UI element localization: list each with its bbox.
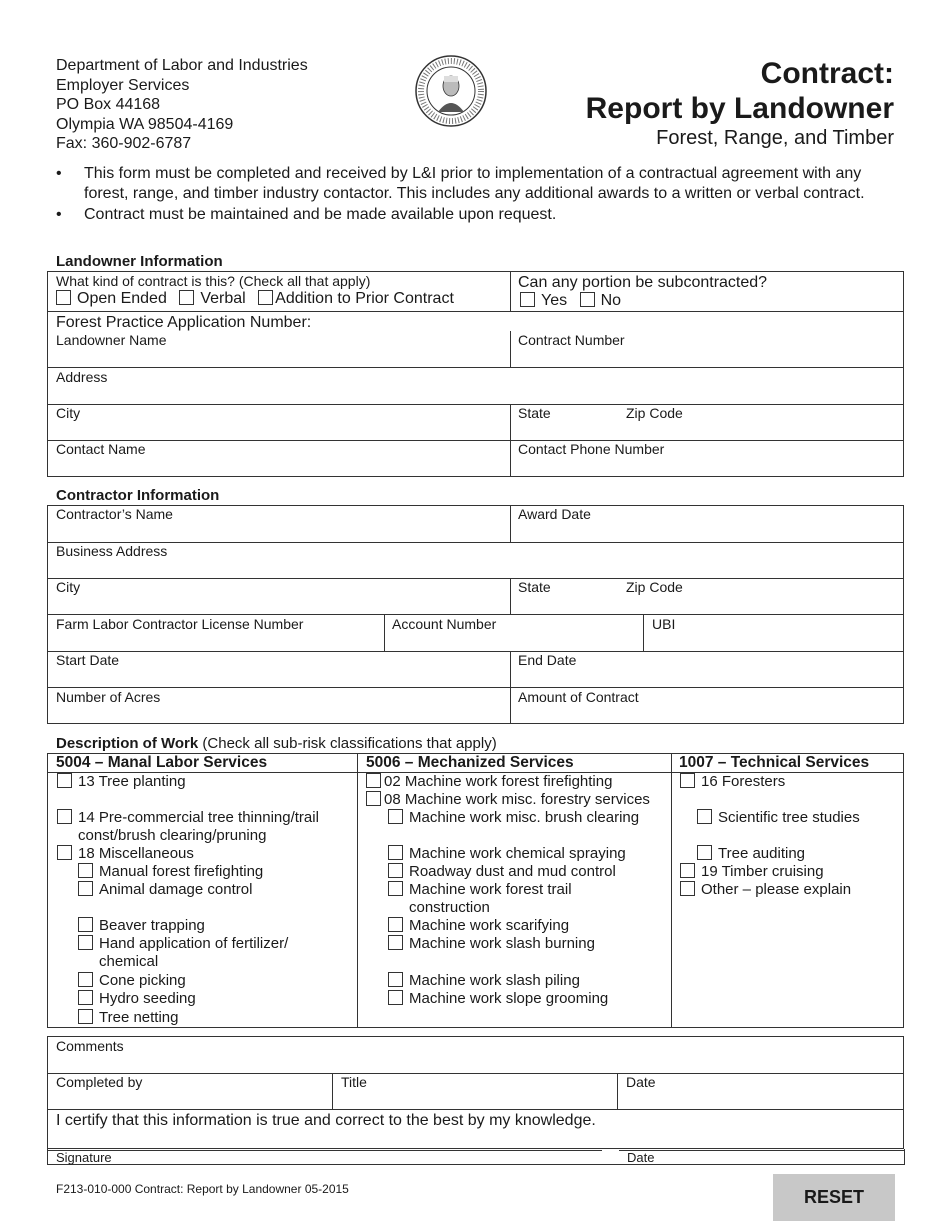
tree-netting-checkbox[interactable] bbox=[78, 1009, 93, 1024]
beaver-trapping-checkbox[interactable] bbox=[78, 917, 93, 932]
landowner-name-label: Landowner Name bbox=[56, 332, 167, 348]
animal-damage-label: Animal damage control bbox=[99, 881, 253, 898]
reset-button[interactable]: RESET bbox=[773, 1174, 895, 1221]
slash-burning-checkbox[interactable] bbox=[388, 935, 403, 950]
subcontract-question: Can any portion be subcontracted? bbox=[518, 274, 768, 291]
verbal-label: Verbal bbox=[200, 290, 246, 307]
work-section-note: (Check all sub-risk classifications that apply) bbox=[198, 735, 497, 752]
state-seal-icon bbox=[414, 54, 488, 128]
manual-firefighting-checkbox[interactable] bbox=[78, 863, 93, 878]
brush-clearing-checkbox[interactable] bbox=[388, 809, 403, 824]
brush-clearing-label: Machine work misc. brush clearing bbox=[409, 809, 640, 826]
fertilizer-checkbox[interactable] bbox=[78, 935, 93, 950]
technical-header: 1007 – Technical Services bbox=[679, 754, 870, 771]
miscellaneous-checkbox[interactable] bbox=[57, 845, 72, 860]
subcontract-no-checkbox[interactable] bbox=[580, 292, 595, 307]
contractor-name-label: Contractor’s Name bbox=[56, 506, 173, 522]
tree-planting-label: 13 Tree planting bbox=[78, 773, 186, 790]
slope-grooming-option bbox=[388, 990, 608, 1008]
slash-piling-label: Machine work slash piling bbox=[409, 972, 580, 989]
amount-label: Amount of Contract bbox=[518, 689, 639, 705]
scientific-studies-checkbox[interactable] bbox=[697, 809, 712, 824]
form-id: F213-010-000 Contract: Report by Landowner 05-2015 bbox=[56, 1182, 349, 1196]
date-label: Date bbox=[626, 1074, 656, 1090]
bullet-icon: • bbox=[56, 165, 62, 182]
contract-kind-options bbox=[56, 290, 454, 308]
chemical-spraying-checkbox[interactable] bbox=[388, 845, 403, 860]
start-date-label: Start Date bbox=[56, 652, 120, 668]
misc-forestry-label: 08 Machine work misc. forestry services bbox=[384, 791, 650, 808]
other-explain-checkbox[interactable] bbox=[680, 881, 695, 896]
animal-damage-option bbox=[78, 881, 252, 899]
landowner-city-label: City bbox=[56, 405, 81, 421]
manual-firefighting-option bbox=[78, 863, 263, 881]
miscellaneous-option bbox=[57, 845, 194, 863]
landowner-state-label: State bbox=[518, 405, 551, 421]
comments-label: Comments bbox=[56, 1038, 124, 1054]
instruction-text: Contract must be maintained and be made available upon request. bbox=[84, 206, 557, 223]
fertilizer-label-cont: chemical bbox=[99, 953, 159, 970]
subcontract-yes-checkbox[interactable] bbox=[520, 292, 535, 307]
instructions-list bbox=[56, 164, 896, 227]
tree-auditing-label: Tree auditing bbox=[718, 845, 805, 862]
trail-construction-label-cont: construction bbox=[409, 899, 490, 916]
miscellaneous-label: 18 Miscellaneous bbox=[78, 845, 194, 862]
trail-construction-checkbox[interactable] bbox=[388, 881, 403, 896]
fertilizer-label: Hand application of fertilizer/ bbox=[99, 935, 289, 952]
foresters-option bbox=[680, 773, 785, 791]
instruction-item bbox=[56, 164, 896, 203]
slash-burning-option bbox=[388, 935, 595, 953]
flc-license-label: Farm Labor Contractor License Number bbox=[56, 616, 304, 632]
machine-firefighting-label: 02 Machine work forest firefighting bbox=[384, 773, 613, 790]
scarifying-checkbox[interactable] bbox=[388, 917, 403, 932]
scientific-studies-label: Scientific tree studies bbox=[718, 809, 860, 826]
hydro-seeding-checkbox[interactable] bbox=[78, 990, 93, 1005]
business-address-label: Business Address bbox=[56, 543, 168, 559]
timber-cruising-label: 19 Timber cruising bbox=[701, 863, 824, 880]
manual-labor-header: 5004 – Manal Labor Services bbox=[56, 754, 268, 771]
address-line: Olympia WA 98504-4169 bbox=[56, 115, 234, 133]
cone-picking-label: Cone picking bbox=[99, 972, 186, 989]
subcontract-options bbox=[520, 292, 621, 310]
subcontract-no-label: No bbox=[600, 292, 622, 309]
cone-picking-option bbox=[78, 972, 186, 990]
instruction-text: This form must be completed and received by L&I prior to implementation of a contractual agreement with any forest, range, and timber industry contactor. This includes any additional awards to a written or verbal contract. bbox=[84, 165, 865, 202]
award-date-label: Award Date bbox=[518, 506, 591, 522]
open-ended-label: Open Ended bbox=[77, 290, 167, 307]
scarifying-option bbox=[388, 917, 569, 935]
misc-forestry-checkbox[interactable] bbox=[366, 791, 381, 806]
signature-label: Signature bbox=[56, 1150, 112, 1165]
contractor-city-label: City bbox=[56, 579, 81, 595]
trail-construction-option bbox=[388, 881, 572, 899]
machine-firefighting-checkbox[interactable] bbox=[366, 773, 381, 788]
form-title bbox=[586, 56, 894, 126]
slope-grooming-checkbox[interactable] bbox=[388, 990, 403, 1005]
beaver-trapping-label: Beaver trapping bbox=[99, 917, 205, 934]
completed-by-label: Completed by bbox=[56, 1074, 143, 1090]
chemical-spraying-option bbox=[388, 845, 626, 863]
timber-cruising-checkbox[interactable] bbox=[680, 863, 695, 878]
open-ended-checkbox[interactable] bbox=[56, 290, 71, 305]
mechanized-header: 5006 – Mechanized Services bbox=[366, 754, 574, 771]
address-line: PO Box 44168 bbox=[56, 96, 161, 113]
beaver-trapping-option bbox=[78, 917, 205, 935]
chemical-spraying-label: Machine work chemical spraying bbox=[409, 845, 626, 862]
tree-auditing-checkbox[interactable] bbox=[697, 845, 712, 860]
address-line: Fax: 360-902-6787 bbox=[56, 135, 192, 152]
other-explain-option bbox=[680, 881, 851, 899]
contact-phone-label: Contact Phone Number bbox=[518, 441, 665, 457]
work-section-title bbox=[56, 735, 497, 752]
contact-name-label: Contact Name bbox=[56, 441, 146, 457]
slope-grooming-label: Machine work slope grooming bbox=[409, 990, 609, 1007]
brush-clearing-option bbox=[388, 809, 639, 827]
foresters-label: 16 Foresters bbox=[701, 773, 786, 790]
agency-address bbox=[56, 56, 308, 154]
roadway-dust-checkbox[interactable] bbox=[388, 863, 403, 878]
scientific-studies-option bbox=[697, 809, 860, 827]
signoff-table bbox=[47, 1036, 904, 1149]
subcontract-yes-label: Yes bbox=[541, 292, 568, 309]
form-title-line2: Report by Landowner bbox=[585, 92, 894, 125]
trail-construction-label: Machine work forest trail bbox=[409, 881, 572, 898]
thinning-label: 14 Pre-commercial tree thinning/trail bbox=[78, 809, 319, 826]
machine-firefighting-option bbox=[366, 773, 612, 791]
scarifying-label: Machine work scarifying bbox=[409, 917, 570, 934]
foresters-checkbox[interactable] bbox=[680, 773, 695, 788]
addition-prior-contract-label: Addition to Prior Contract bbox=[275, 290, 454, 307]
signature-date-label: Date bbox=[627, 1150, 655, 1165]
thinning-label-cont: const/brush clearing/pruning bbox=[78, 827, 267, 844]
manual-firefighting-label: Manual forest firefighting bbox=[99, 863, 264, 880]
verbal-checkbox[interactable] bbox=[179, 290, 194, 305]
bullet-icon: • bbox=[56, 206, 62, 223]
title-label: Title bbox=[341, 1074, 367, 1090]
contract-number-label: Contract Number bbox=[518, 332, 625, 348]
landowner-zip-label: Zip Code bbox=[626, 405, 683, 421]
account-number-label: Account Number bbox=[392, 616, 497, 632]
thinning-checkbox[interactable] bbox=[57, 809, 72, 824]
roadway-dust-label: Roadway dust and mud control bbox=[409, 863, 616, 880]
tree-planting-option bbox=[57, 773, 186, 791]
fpa-number-label: Forest Practice Application Number: bbox=[56, 314, 312, 331]
addition-prior-contract-checkbox[interactable] bbox=[258, 290, 273, 305]
tree-netting-option bbox=[78, 1009, 179, 1027]
work-section-title-bold: Description of Work bbox=[56, 735, 199, 752]
cone-picking-checkbox[interactable] bbox=[78, 972, 93, 987]
certification-text: I certify that this information is true and correct to the best by my knowledge. bbox=[56, 1112, 596, 1129]
landowner-address-label: Address bbox=[56, 369, 108, 385]
form-title-line1: Contract: bbox=[760, 57, 894, 90]
hydro-seeding-option bbox=[78, 990, 196, 1008]
contractor-section-title: Contractor Information bbox=[56, 487, 220, 504]
ubi-label: UBI bbox=[652, 616, 676, 632]
thinning-option bbox=[57, 809, 319, 827]
roadway-dust-option bbox=[388, 863, 616, 881]
form-subtitle: Forest, Range, and Timber bbox=[656, 127, 894, 149]
tree-auditing-option bbox=[697, 845, 805, 863]
contractor-zip-label: Zip Code bbox=[626, 579, 683, 595]
hydro-seeding-label: Hydro seeding bbox=[99, 990, 196, 1007]
animal-damage-checkbox[interactable] bbox=[78, 881, 93, 896]
landowner-section-title: Landowner Information bbox=[56, 253, 223, 270]
acres-label: Number of Acres bbox=[56, 689, 161, 705]
contract-kind-question: What kind of contract is this? (Check all that apply) bbox=[56, 273, 371, 289]
fertilizer-option bbox=[78, 935, 288, 953]
misc-forestry-option bbox=[366, 791, 650, 809]
slash-burning-label: Machine work slash burning bbox=[409, 935, 595, 952]
tree-planting-checkbox[interactable] bbox=[57, 773, 72, 788]
timber-cruising-option bbox=[680, 863, 824, 881]
other-explain-label: Other – please explain bbox=[701, 881, 852, 898]
address-line: Department of Labor and Industries bbox=[56, 57, 308, 74]
slash-piling-option bbox=[388, 972, 580, 990]
address-line: Employer Services bbox=[56, 76, 190, 94]
instruction-item bbox=[56, 205, 896, 225]
tree-netting-label: Tree netting bbox=[99, 1009, 179, 1026]
contractor-state-label: State bbox=[518, 579, 551, 595]
end-date-label: End Date bbox=[518, 652, 577, 668]
slash-piling-checkbox[interactable] bbox=[388, 972, 403, 987]
